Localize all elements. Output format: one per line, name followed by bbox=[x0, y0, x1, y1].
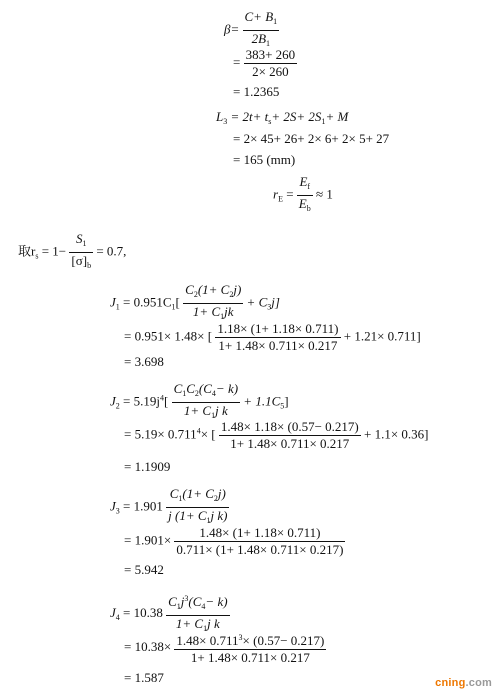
J4-denominator-sub: 1 bbox=[203, 624, 208, 633]
rs-tail: = 0.7, bbox=[96, 243, 127, 259]
J1-denominator-sub: 1 bbox=[220, 312, 225, 321]
J3-numerator-sub: 1 bbox=[178, 494, 183, 503]
L3-expression-end: + M bbox=[325, 109, 349, 124]
J4-numerator-sub2: 4 bbox=[201, 602, 206, 611]
J1-step-after: + 1.21× 0.711] bbox=[343, 328, 421, 344]
beta-step-numerator: 383+ 260 bbox=[245, 47, 296, 62]
beta-denominator-sub: 1 bbox=[266, 39, 271, 48]
J4-numerator-end: − k) bbox=[205, 594, 228, 609]
J2-symbol: J bbox=[110, 393, 116, 409]
J2-result: = 1.1909 bbox=[124, 459, 171, 474]
J4-symbol: J bbox=[110, 604, 116, 620]
J4-step-numerator-a: 1.48× 0.711 bbox=[176, 633, 239, 648]
J3-step-fraction bbox=[174, 526, 345, 557]
J4-step-denominator: 1+ 1.48× 0.711× 0.217 bbox=[190, 650, 310, 665]
beta-symbol: β= bbox=[224, 21, 240, 37]
J1-denominator-rest: jk bbox=[224, 304, 234, 319]
J1-prefix: = 0.951C bbox=[123, 294, 172, 310]
J1-step-numerator: 1.18× (1+ 1.18× 0.711) bbox=[217, 321, 339, 336]
L3-expression-sub2: 1 bbox=[321, 117, 326, 126]
beta-substitution bbox=[233, 48, 297, 79]
J3-numerator: C bbox=[169, 486, 179, 501]
J1-after-sub: 3 bbox=[267, 302, 272, 312]
rs-denominator: [σ] bbox=[71, 253, 88, 268]
J1-denominator: 1+ C bbox=[192, 304, 221, 319]
beta-result: = 1.2365 bbox=[233, 84, 280, 99]
watermark-text-b: .com bbox=[465, 677, 492, 689]
L3-expression: = 2t+ t bbox=[230, 109, 269, 124]
rs-definition bbox=[18, 232, 126, 273]
J4-fraction bbox=[166, 592, 229, 636]
rs-prefix: 取r bbox=[18, 243, 36, 259]
J4-numerator: C bbox=[168, 594, 177, 609]
J1-step-prefix: = 0.951× 1.48× [ bbox=[124, 328, 213, 344]
rE-denominator: E bbox=[298, 196, 307, 211]
J3-numerator-sub2: 2 bbox=[213, 494, 218, 503]
J2-after-sub: 5 bbox=[280, 401, 285, 411]
J4-denominator: 1+ C bbox=[175, 616, 204, 631]
J2-numerator-end: − k) bbox=[215, 381, 239, 396]
J1-result: = 3.698 bbox=[124, 354, 164, 369]
J3-substitution bbox=[124, 526, 345, 557]
J3-numerator-end: j) bbox=[217, 486, 226, 501]
rs-numerator-sub: 1 bbox=[82, 239, 87, 248]
J2-numerator-sub2: 2 bbox=[194, 389, 199, 398]
J2-symbol-sub: 2 bbox=[115, 401, 120, 411]
J4-denominator-rest: j k bbox=[207, 616, 220, 631]
J3-step-prefix: = 1.901× bbox=[124, 532, 172, 548]
rE-equals: = bbox=[286, 186, 294, 202]
J1-symbol: J bbox=[110, 294, 116, 310]
J3-symbol-sub: 3 bbox=[115, 506, 120, 516]
J1-symbol-sub: 1 bbox=[115, 302, 120, 312]
rs-denominator-sub: b bbox=[87, 261, 92, 270]
J2-step-after: + 1.1× 0.36] bbox=[364, 426, 429, 442]
J2-numerator: C bbox=[173, 381, 183, 396]
J2-step-prefix2: × [ bbox=[200, 426, 216, 442]
J1-numerator-sub2: 2 bbox=[229, 290, 234, 299]
J4-numerator-sup: 3 bbox=[184, 594, 189, 603]
J1-numerator-end: j) bbox=[233, 282, 242, 297]
J2-fraction bbox=[172, 382, 240, 423]
L3-definition bbox=[216, 109, 348, 129]
J4-numerator-mid: j bbox=[180, 594, 185, 609]
rE-fraction bbox=[297, 175, 313, 216]
J2-step-numerator: 1.48× 1.18× (0.57− 0.217) bbox=[220, 419, 359, 434]
J3-result: = 5.942 bbox=[124, 562, 164, 577]
J2-prefix: = 5.19j bbox=[123, 393, 160, 409]
J1-after-end: j] bbox=[271, 294, 280, 310]
L3-symbol-sub: 3 bbox=[223, 117, 228, 126]
J4-step-fraction bbox=[174, 631, 326, 665]
J2-denominator-rest: j k bbox=[215, 403, 228, 418]
J1-numerator-sub: 2 bbox=[193, 290, 198, 299]
J3-prefix: = 1.901 bbox=[123, 498, 163, 514]
L3-result: = 165 (mm) bbox=[233, 152, 296, 167]
J2-after-end: ] bbox=[284, 393, 289, 409]
J3-denominator: j (1+ C bbox=[168, 508, 207, 523]
rE-denominator-sub: b bbox=[306, 204, 311, 213]
L3-substitution: = 2× 45+ 26+ 2× 6+ 2× 5+ 27 bbox=[233, 131, 390, 146]
J1-step-fraction bbox=[215, 322, 340, 353]
J2-numerator-mid: C bbox=[186, 381, 195, 396]
J2-numerator-rest: (C bbox=[198, 381, 212, 396]
J4-numerator-rest: (C bbox=[188, 594, 202, 609]
rs-numerator: S bbox=[75, 231, 83, 246]
beta-denominator: 2B bbox=[251, 31, 267, 46]
watermark-logo bbox=[435, 677, 492, 689]
J1-numerator: C bbox=[185, 282, 194, 297]
J4-result: = 1.587 bbox=[124, 670, 164, 685]
J3-denominator-rest: j k) bbox=[210, 508, 228, 523]
J1-prefix-sub: 1 bbox=[171, 302, 176, 312]
watermark-text-a: cning bbox=[435, 677, 466, 689]
J1-definition bbox=[110, 283, 280, 324]
beta-numerator: C+ B bbox=[244, 9, 274, 24]
J4-definition bbox=[110, 592, 230, 636]
J2-after: + 1.1C bbox=[243, 393, 281, 409]
beta-step-equals: = bbox=[233, 54, 241, 70]
J2-denominator-sub: 1 bbox=[211, 411, 216, 420]
J2-substitution bbox=[124, 420, 429, 451]
J3-step-numerator: 1.48× (1+ 1.18× 0.711) bbox=[174, 526, 345, 542]
J2-step-prefix-sup: 4 bbox=[196, 426, 201, 436]
J3-numerator-rest: (1+ C bbox=[182, 486, 214, 501]
rE-numerator: E bbox=[299, 174, 308, 189]
J1-substitution bbox=[124, 322, 421, 353]
J1-step-denominator: 1+ 1.48× 0.711× 0.217 bbox=[218, 338, 338, 353]
rs-mid: = 1− bbox=[41, 243, 67, 259]
J3-fraction bbox=[166, 487, 229, 528]
beta-numerator-sub: 1 bbox=[273, 17, 278, 26]
J4-numerator-sub: 1 bbox=[176, 602, 181, 611]
J1-fraction bbox=[183, 283, 243, 324]
rE-numerator-sub: f bbox=[307, 182, 311, 191]
J4-symbol-sub: 4 bbox=[115, 612, 120, 622]
J1-after: + C bbox=[246, 294, 268, 310]
beta-step-denominator: 2× 260 bbox=[252, 64, 289, 79]
J3-symbol: J bbox=[110, 498, 116, 514]
J2-prefix-sup: 4 bbox=[159, 393, 164, 403]
beta-step-fraction bbox=[244, 48, 298, 79]
L3-symbol: L bbox=[216, 109, 224, 124]
J4-step-numerator-sup: 3 bbox=[238, 633, 243, 642]
J2-definition bbox=[110, 382, 289, 423]
J3-denominator-sub: 1 bbox=[206, 516, 211, 525]
J4-step-numerator-b: × (0.57− 0.217) bbox=[242, 633, 325, 648]
J2-step-prefix: = 5.19× 0.711 bbox=[124, 426, 197, 442]
J4-substitution bbox=[124, 631, 326, 665]
rE-symbol-sub: E bbox=[278, 194, 283, 204]
beta-fraction bbox=[243, 10, 280, 51]
L3-expression-sub: s bbox=[268, 117, 272, 126]
J2-step-fraction bbox=[219, 420, 361, 451]
J3-step-denominator: 0.711× (1+ 1.48× 0.711× 0.217) bbox=[176, 542, 344, 557]
rs-prefix-sub: s bbox=[35, 251, 39, 261]
rE-symbol: r bbox=[273, 186, 279, 202]
L3-expression-rest: + 2S+ 2S bbox=[271, 109, 322, 124]
J4-prefix: = 10.38 bbox=[123, 604, 163, 620]
J2-denominator: 1+ C bbox=[183, 403, 212, 418]
beta-definition bbox=[224, 10, 279, 51]
J2-step-denominator: 1+ 1.48× 0.711× 0.217 bbox=[230, 436, 350, 451]
rs-fraction bbox=[69, 232, 93, 273]
J1-numerator-rest: (1+ C bbox=[197, 282, 230, 297]
rE-definition bbox=[273, 175, 333, 216]
J2-bracket-open: [ bbox=[163, 393, 169, 409]
J2-numerator-sub: 1 bbox=[182, 389, 187, 398]
J2-numerator-sub3: 4 bbox=[211, 389, 216, 398]
rE-tail: ≈ 1 bbox=[316, 186, 333, 202]
J4-step-prefix: = 10.38× bbox=[124, 638, 172, 654]
J3-definition bbox=[110, 487, 229, 528]
J1-bracket-open: [ bbox=[175, 294, 180, 310]
